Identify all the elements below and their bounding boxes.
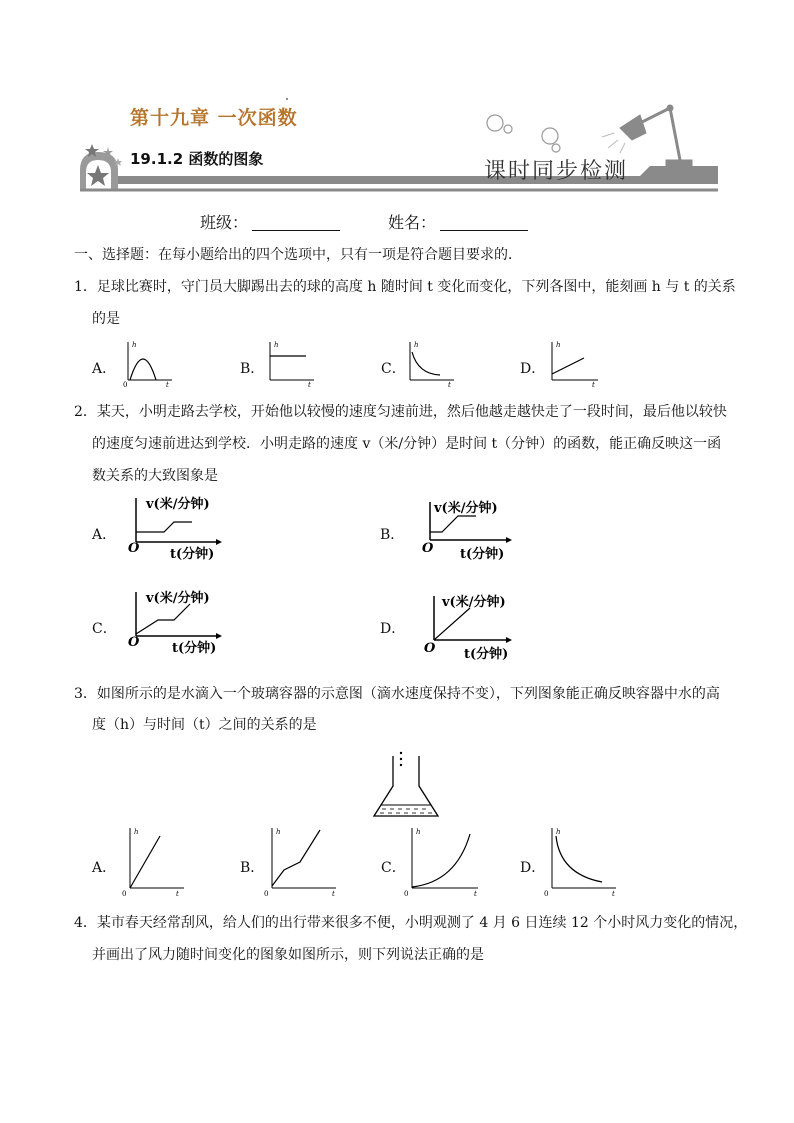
axis-label-h: h <box>276 828 281 836</box>
section-title: 19.1.2 函数的图象 <box>130 150 264 168</box>
q3-option-b[interactable]: B． <box>240 860 265 876</box>
axis-label-t: t <box>332 890 335 898</box>
axis-label-t: t(分钟) <box>172 641 217 656</box>
q3-graph-c <box>400 824 482 898</box>
axis-label-t: t <box>612 890 615 898</box>
axis-label-t: t <box>448 381 451 388</box>
q2-graph-a <box>124 490 224 562</box>
class-blank[interactable] <box>252 214 340 231</box>
bubbles-icon <box>487 115 560 152</box>
q3-graph-b <box>260 824 340 898</box>
q1-graph-b <box>260 338 316 388</box>
lamp-rays-icon <box>602 133 625 153</box>
q2-option-b[interactable]: B． <box>380 527 405 543</box>
q2-option-d[interactable]: D． <box>380 621 406 637</box>
axis-label-zero: 0 <box>264 890 269 898</box>
desk-lamp-icon <box>620 105 692 166</box>
axis-label-t: t <box>474 890 477 898</box>
q2-line2: 的速度匀速前进达到学校．小明走路的速度 v（米/分钟）是时间 t（分钟）的函数，能正确反映这一函 <box>92 436 722 452</box>
q1-graph-a <box>118 338 174 388</box>
axis-label-h: h <box>556 341 561 349</box>
axis-label-v: v(米/分钟) <box>146 591 210 606</box>
header-banner <box>0 0 794 200</box>
q1-option-c[interactable]: C． <box>381 361 406 377</box>
q2-graph-b <box>418 496 518 564</box>
axis-label-origin: O <box>128 635 140 650</box>
axis-label-h: h <box>416 828 421 836</box>
glass-container-figure <box>366 748 446 822</box>
axis-label-t: t(分钟) <box>460 547 505 562</box>
q1-option-b[interactable]: B． <box>240 361 265 377</box>
axis-label-h: h <box>274 341 279 349</box>
q3-option-d[interactable]: D． <box>520 860 546 876</box>
q2-graph-c <box>124 586 224 658</box>
axis-label-zero: 0 <box>404 890 409 898</box>
q3-line1: 3．如图所示的是水滴入一个玻璃容器的示意图（滴水速度保持不变），下列图象能正确反映容器中水的高 <box>74 686 720 702</box>
axis-label-t: t <box>176 890 179 898</box>
chapter-title: 第十九章 一次函数 <box>130 107 298 129</box>
q3-option-a[interactable]: A． <box>92 860 117 876</box>
axis-label-t: t <box>166 381 169 388</box>
axis-label-h: h <box>132 341 137 349</box>
axis-label-origin: O <box>128 541 140 556</box>
q2-line1: 2．某天，小明走路去学校，开始他以较慢的速度匀速前进，然后他越走越快走了一段时间，最后他以较快 <box>74 404 727 420</box>
axis-label-v: v(米/分钟) <box>146 497 210 512</box>
class-name-line <box>200 210 536 233</box>
class-label: 班级： <box>200 213 249 232</box>
axis-label-origin: O <box>424 641 436 656</box>
q3-option-c[interactable]: C． <box>381 860 406 876</box>
q2-line3: 数关系的大致图象是 <box>92 468 218 484</box>
q4-line1: 4．某市春天经常刮风，给人们的出行带来很多不便，小明观测了 4 月 6 日连续 12 个小时风力变化的情况， <box>74 915 748 931</box>
instruction: 一、选择题：在每小题给出的四个选项中，只有一项是符合题目要求的． <box>74 247 522 263</box>
q2-option-a[interactable]: A． <box>92 527 117 543</box>
q3-graph-a <box>118 824 188 898</box>
q2-graph-d <box>420 590 520 662</box>
axis-label-h: h <box>556 828 561 836</box>
q1-line1: 1．足球比赛时，守门员大脚踢出去的球的高度 h 随时间 t 变化而变化，下列各图中，能刻画 h 与 t 的关系 <box>74 279 736 295</box>
axis-label-h: h <box>134 828 139 836</box>
water-drops-icon <box>400 752 402 766</box>
axis-label-zero: 0 <box>122 890 127 898</box>
axis-label-t: t <box>308 381 311 388</box>
axis-label-origin: O <box>422 541 434 556</box>
axis-label-zero: 0 <box>544 890 549 898</box>
axis-label-t: t <box>592 381 595 388</box>
axis-label-v: v(米/分钟) <box>442 595 506 610</box>
q2-option-c[interactable]: C． <box>92 621 117 637</box>
axis-label-t: t(分钟) <box>464 647 509 662</box>
q4-line2: 并画出了风力随时间变化的图象如图所示，则下列说法正确的是 <box>92 947 484 963</box>
tagline: 课时同步检测 <box>484 159 629 184</box>
star-badge-icon <box>80 144 122 190</box>
q1-graph-c <box>400 338 456 388</box>
name-label: 姓名： <box>388 213 437 232</box>
q1-line2: 的是 <box>92 311 120 327</box>
axis-label-t: t(分钟) <box>170 547 215 562</box>
axis-label-zero: 0 <box>123 381 128 388</box>
q1-option-a[interactable]: A． <box>92 361 117 377</box>
q3-line2: 度（h）与时间（t）之间的关系的是 <box>92 717 317 733</box>
axis-label-h: h <box>414 341 419 349</box>
q1-graph-d <box>542 338 600 388</box>
q3-graph-d <box>540 824 620 898</box>
axis-label-v: v(米/分钟) <box>434 501 498 516</box>
q1-option-d[interactable]: D． <box>520 361 546 377</box>
name-blank[interactable] <box>440 214 528 231</box>
